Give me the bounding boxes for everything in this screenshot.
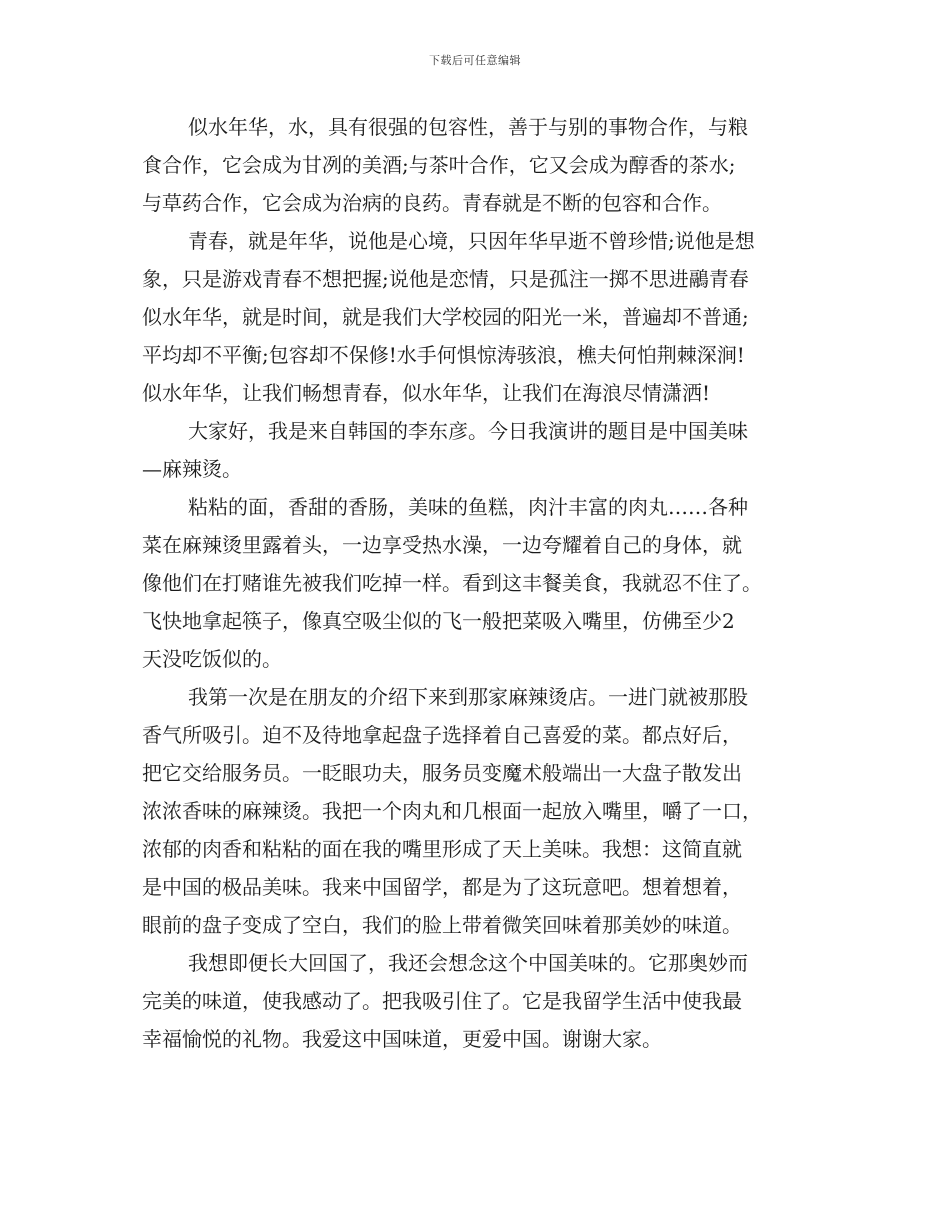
text-line: 像他们在打赌谁先被我们吃掉一样。看到这丰餐美食，我就忍不住了。 — [142, 571, 762, 595]
document-body — [142, 108, 808, 1058]
text-line: 浓浓香味的麻辣烫。我把一个肉丸和几根面一起放入嘴里，嚼了一口， — [142, 799, 762, 823]
text-line: 是中国的极品美味。我来中国留学，都是为了这玩意吧。想着想着， — [142, 875, 742, 899]
text-line: 浓郁的肉香和粘粘的面在我的嘴里形成了天上美味。我想：这简直就 — [142, 837, 742, 861]
paragraph-start-line: 大家好，我是来自韩国的李东彦。今日我演讲的题目是中国美味 — [188, 419, 748, 443]
text-line: 似水年华，让我们畅想青春，似水年华，让我们在海浪尽情潇洒! — [142, 381, 711, 405]
text-line: 把它交给服务员。一眨眼功夫，服务员变魔术般端出一大盘子散发出 — [142, 761, 742, 785]
paragraph-start-line: 我想即便长大回国了，我还会想念这个中国美味的。它那奥妙而 — [188, 951, 748, 975]
paragraph-start-line: 似水年华，水，具有很强的包容性，善于与别的事物合作，与粮 — [188, 115, 748, 139]
text-line: 眼前的盘子变成了空白，我们的脸上带着微笑回味着那美妙的味道。 — [142, 913, 742, 937]
text-line: 食合作，它会成为甘冽的美酒;与茶叶合作，它又会成为醇香的茶水; — [142, 153, 736, 177]
text-line: 与草药合作，它会成为治病的良药。青春就是不断的包容和合作。 — [142, 191, 722, 215]
text-line: 平均却不平衡;包容却不保修!水手何惧惊涛骇浪，樵夫何怕荆棘深涧! — [142, 343, 745, 367]
text-line: 飞快地拿起筷子，像真空吸尘似的飞一般把菜吸入嘴里，仿佛至少2 — [142, 609, 735, 633]
text-line: 幸福愉悦的礼物。我爱这中国味道，更爱中国。谢谢大家。 — [142, 1027, 662, 1051]
text-line: —麻辣烫。 — [142, 457, 242, 481]
text-line: 完美的味道，使我感动了。把我吸引住了。它是我留学生活中使我最 — [142, 989, 742, 1013]
paragraph-start-line: 青春，就是年华，说他是心境，只因年华早逝不曾珍惜;说他是想 — [188, 229, 755, 253]
text-line: 香气所吸引。迫不及待地拿起盘子选择着自己喜爱的菜。都点好后， — [142, 723, 742, 747]
text-line: 象，只是游戏青春不想把握;说他是恋情，只是孤注一掷不思进鷊青春 — [142, 267, 749, 291]
text-line: 菜在麻辣烫里露着头，一边享受热水澡，一边夸耀着自己的身体，就 — [142, 533, 742, 557]
text-line: 天没吃饭似的。 — [142, 647, 282, 671]
paragraph-start-line: 粘粘的面，香甜的香肠，美味的鱼糕，肉汁丰富的肉丸……各种 — [188, 495, 748, 519]
paragraph-start-line: 我第一次是在朋友的介绍下来到那家麻辣烫店。一进门就被那股 — [188, 685, 748, 709]
page-header: 下载后可任意编辑 — [429, 54, 521, 67]
text-line: 似水年华，就是时间，就是我们大学校园的阳光一米，普遍却不普通; — [142, 305, 749, 329]
